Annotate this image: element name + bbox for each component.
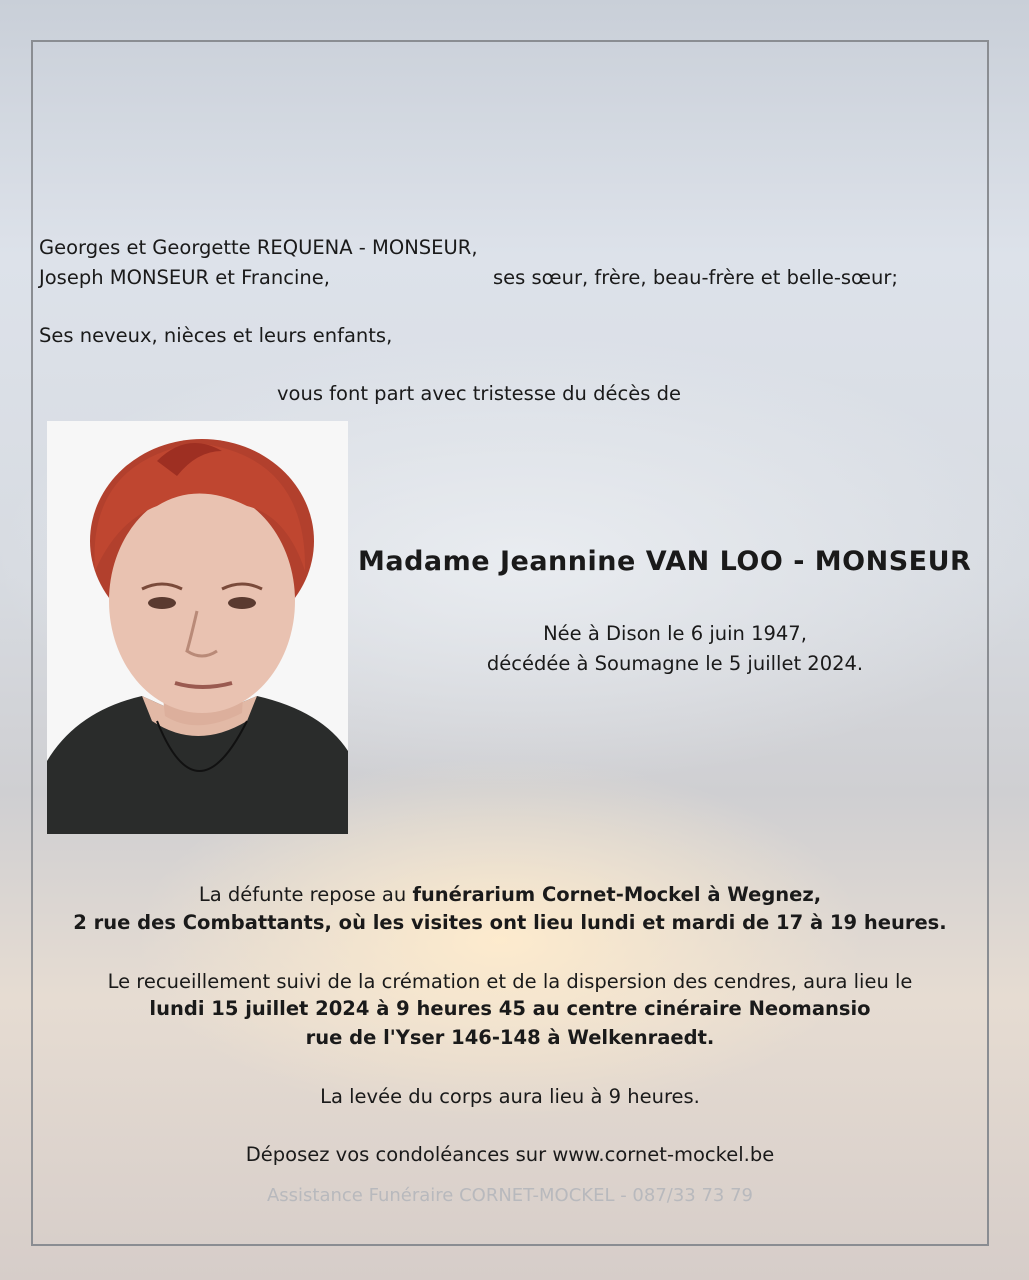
rest-intro: La défunte repose au [198,883,413,906]
deceased-name: Madame Jeannine VAN LOO - MONSEUR [358,546,972,577]
birth-info: Née à Dison le 6 juin 1947, [543,622,807,645]
ceremony-line-1: Le recueillement suivi de la crémation et de la dispersion des cendres, aura lieu le [107,970,913,993]
family-line-3: Ses neveux, nièces et leurs enfants, [39,324,393,347]
rest-line-1 [0,883,1020,906]
family-line-2: Joseph MONSEUR et Francine, [39,266,330,289]
condolences-info: Déposez vos condoléances sur www.cornet-mockel.be [245,1143,775,1166]
levee-info: La levée du corps aura lieu à 9 heures. [320,1085,700,1108]
portrait-photo [47,421,348,834]
ceremony-line-2: lundi 15 juillet 2024 à 9 heures 45 au centre cinéraire Neomansio [149,997,871,1020]
death-info: décédée à Soumagne le 5 juillet 2024. [486,652,864,675]
funeral-home-footer: Assistance Funéraire CORNET-MOCKEL - 087/33 73 79 [266,1185,754,1206]
family-relation: ses sœur, frère, beau-frère et belle-sœur; [493,266,898,289]
announcement: vous font part avec tristesse du décès de [277,382,681,405]
rest-line-2: 2 rue des Combattants, où les visites ont lieu lundi et mardi de 17 à 19 heures. [73,911,947,934]
ceremony-line-3: rue de l'Yser 146-148 à Welkenraedt. [305,1026,715,1049]
family-line-1: Georges et Georgette REQUENA - MONSEUR, [39,236,478,259]
rest-place: funérarium Cornet-Mockel à Wegnez, [412,883,822,906]
